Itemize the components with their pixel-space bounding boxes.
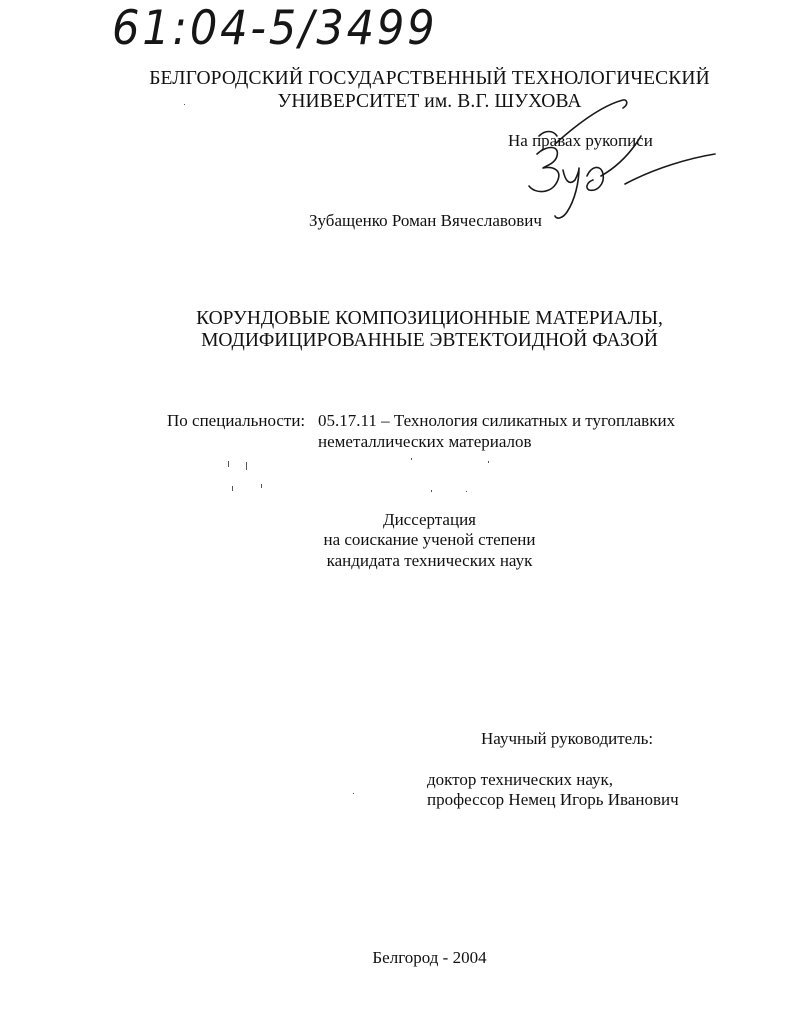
degree-name: кандидата технических наук bbox=[326, 551, 533, 570]
supervisor-name: профессор Немец Игорь Иванович bbox=[427, 790, 679, 809]
dissertation-title-line-1: КОРУНДОВЫЕ КОМПОЗИЦИОННЫЕ МАТЕРИАЛЫ, bbox=[196, 308, 663, 329]
manuscript-rights-note: На правах рукописи bbox=[508, 131, 653, 150]
specialty-label: По специальности: bbox=[167, 411, 306, 430]
supervisor-label: Научный руководитель: bbox=[481, 729, 654, 748]
author-signature bbox=[505, 96, 735, 226]
registry-number: 61:04-5/3499 bbox=[112, 1, 438, 56]
specialty-value-line-1: 05.17.11 – Технология силикатных и тугоплавких bbox=[318, 411, 676, 430]
dissertation-type: Диссертация bbox=[382, 510, 476, 529]
supervisor-degree: доктор технических наук, bbox=[427, 770, 614, 789]
university-name-line-1: БЕЛГОРОДСКИЙ ГОСУДАРСТВЕННЫЙ ТЕХНОЛОГИЧЕСКИЙ bbox=[149, 68, 710, 89]
university-name-line-2: УНИВЕРСИТЕТ им. В.Г. ШУХОВА bbox=[277, 91, 582, 112]
author-name: Зубащенко Роман Вячеславович bbox=[309, 211, 542, 230]
city-year: Белгород - 2004 bbox=[372, 948, 487, 967]
degree-purpose: на соискание ученой степени bbox=[323, 530, 536, 549]
specialty-value-line-2: неметаллических материалов bbox=[318, 432, 532, 451]
dissertation-title-line-2: МОДИФИЦИРОВАННЫЕ ЭВТЕКТОИДНОЙ ФАЗОЙ bbox=[201, 330, 658, 351]
